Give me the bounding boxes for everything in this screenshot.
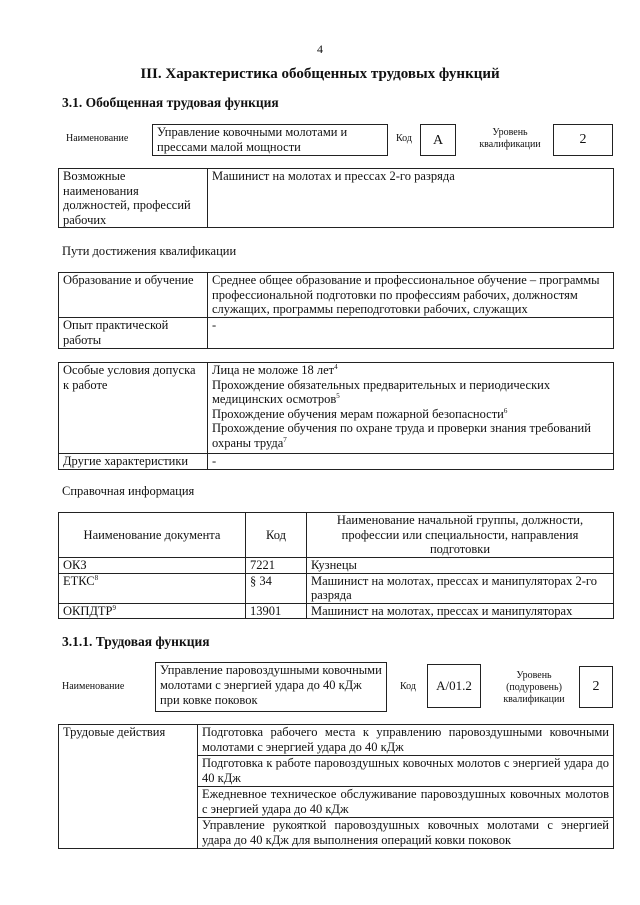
section-heading-3-1: 3.1. Обобщенная трудовая функция (62, 95, 279, 110)
function-name-box (155, 662, 387, 712)
reference-name: Кузнецы (307, 558, 614, 574)
action-item: Управление рукояткой паровоздушных ковочных молотами с энергией удара до 40 кДж для выполнения операций ковки поковок (198, 818, 614, 849)
function-code-value: А/01.2 (427, 664, 481, 708)
table-row (59, 603, 614, 619)
reference-code: 7221 (246, 558, 307, 574)
actions-label: Трудовые действия (59, 725, 198, 849)
reference-header-row (59, 513, 614, 558)
reference-header-code: Код (246, 513, 307, 558)
name-value: Управление ковочными молотами и прессами малой мощности (157, 125, 348, 154)
function-name-value: Управление паровоздушными ковочными молотами с энергией удара до 40 кДж при ковке поковок (160, 663, 382, 707)
action-item: Подготовка рабочего места к управлению паровоздушными ковочными молотами с энергией удара до 40 кДж (198, 725, 614, 756)
experience-label: Опыт практической работы (59, 318, 208, 349)
level-value: 2 (553, 124, 613, 156)
reference-heading: Справочная информация (62, 484, 195, 498)
action-item: Ежедневное техническое обслуживание паровоздушных ковочных молотов с энергией удара до 40 кДж (198, 787, 614, 818)
reference-header-name: Наименование начальной группы, должности, профессии или специальности, направления подготовки (307, 513, 614, 558)
education-value: Среднее общее образование и профессиональное обучение – программы профессиональной подготовки по профессиям рабочих, должностям служащих, программы переподготовки рабочих, служащих (208, 273, 614, 318)
level-label: Уровень квалификации (479, 127, 541, 150)
section-heading-3-1-1: 3.1.1. Трудовая функция (62, 634, 210, 649)
condition-item: Лица не моложе 18 лет$^4$ (212, 362, 338, 377)
code-label: Код (396, 133, 412, 144)
function-level-value: 2 (579, 666, 613, 708)
conditions-label: Особые условия допуска к работе (59, 363, 208, 454)
education-label: Образование и обучение (59, 273, 208, 318)
page-number: 4 (317, 42, 323, 56)
reference-doc: ЕТКС$^8$ (59, 573, 246, 603)
page-title: III. Характеристика обобщенных трудовых функций (140, 66, 500, 82)
paths-heading: Пути достижения квалификации (62, 244, 237, 258)
name-label: Наименование (66, 133, 129, 144)
conditions-list (208, 363, 614, 454)
reference-doc: ОКЗ (59, 558, 246, 574)
reference-table (58, 512, 614, 619)
table-row (59, 558, 614, 574)
function-level-label: Уровень (подуровень) квалификации (503, 670, 565, 705)
actions-table (58, 724, 614, 849)
table-row (59, 573, 614, 603)
positions-label: Возможные наименования должностей, профессий рабочих (59, 169, 208, 228)
reference-code: 13901 (246, 603, 307, 619)
condition-item: Прохождение обучения по охране труда и проверки знания требований охраны труда$^7$ (212, 421, 591, 450)
name-value-box (152, 124, 388, 156)
function-name-label: Наименование (62, 681, 125, 692)
education-table (58, 272, 614, 349)
reference-name: Машинист на молотах, прессах и манипуляторах 2-го разряда (307, 573, 614, 603)
condition-item: Прохождение обучения мерам пожарной безопасности$^6$ (212, 406, 508, 421)
condition-item: Прохождение обязательных предварительных и периодических медицинских осмотров$^5$ (212, 377, 551, 406)
reference-code: § 34 (246, 573, 307, 603)
reference-name: Машинист на молотах, прессах и манипуляторах (307, 603, 614, 619)
reference-doc: ОКПДТР$^9$ (59, 603, 246, 619)
conditions-table (58, 362, 614, 470)
reference-header-doc: Наименование документа (59, 513, 246, 558)
action-item: Подготовка к работе паровоздушных ковочных молотов с энергией удара до 40 кДж (198, 756, 614, 787)
other-value: - (208, 454, 614, 470)
positions-table (58, 168, 614, 228)
function-code-label: Код (400, 681, 416, 692)
code-value: А (420, 124, 456, 156)
other-label: Другие характеристики (59, 454, 208, 470)
positions-value: Машинист на молотах и прессах 2-го разряда (208, 169, 614, 228)
experience-value: - (208, 318, 614, 349)
